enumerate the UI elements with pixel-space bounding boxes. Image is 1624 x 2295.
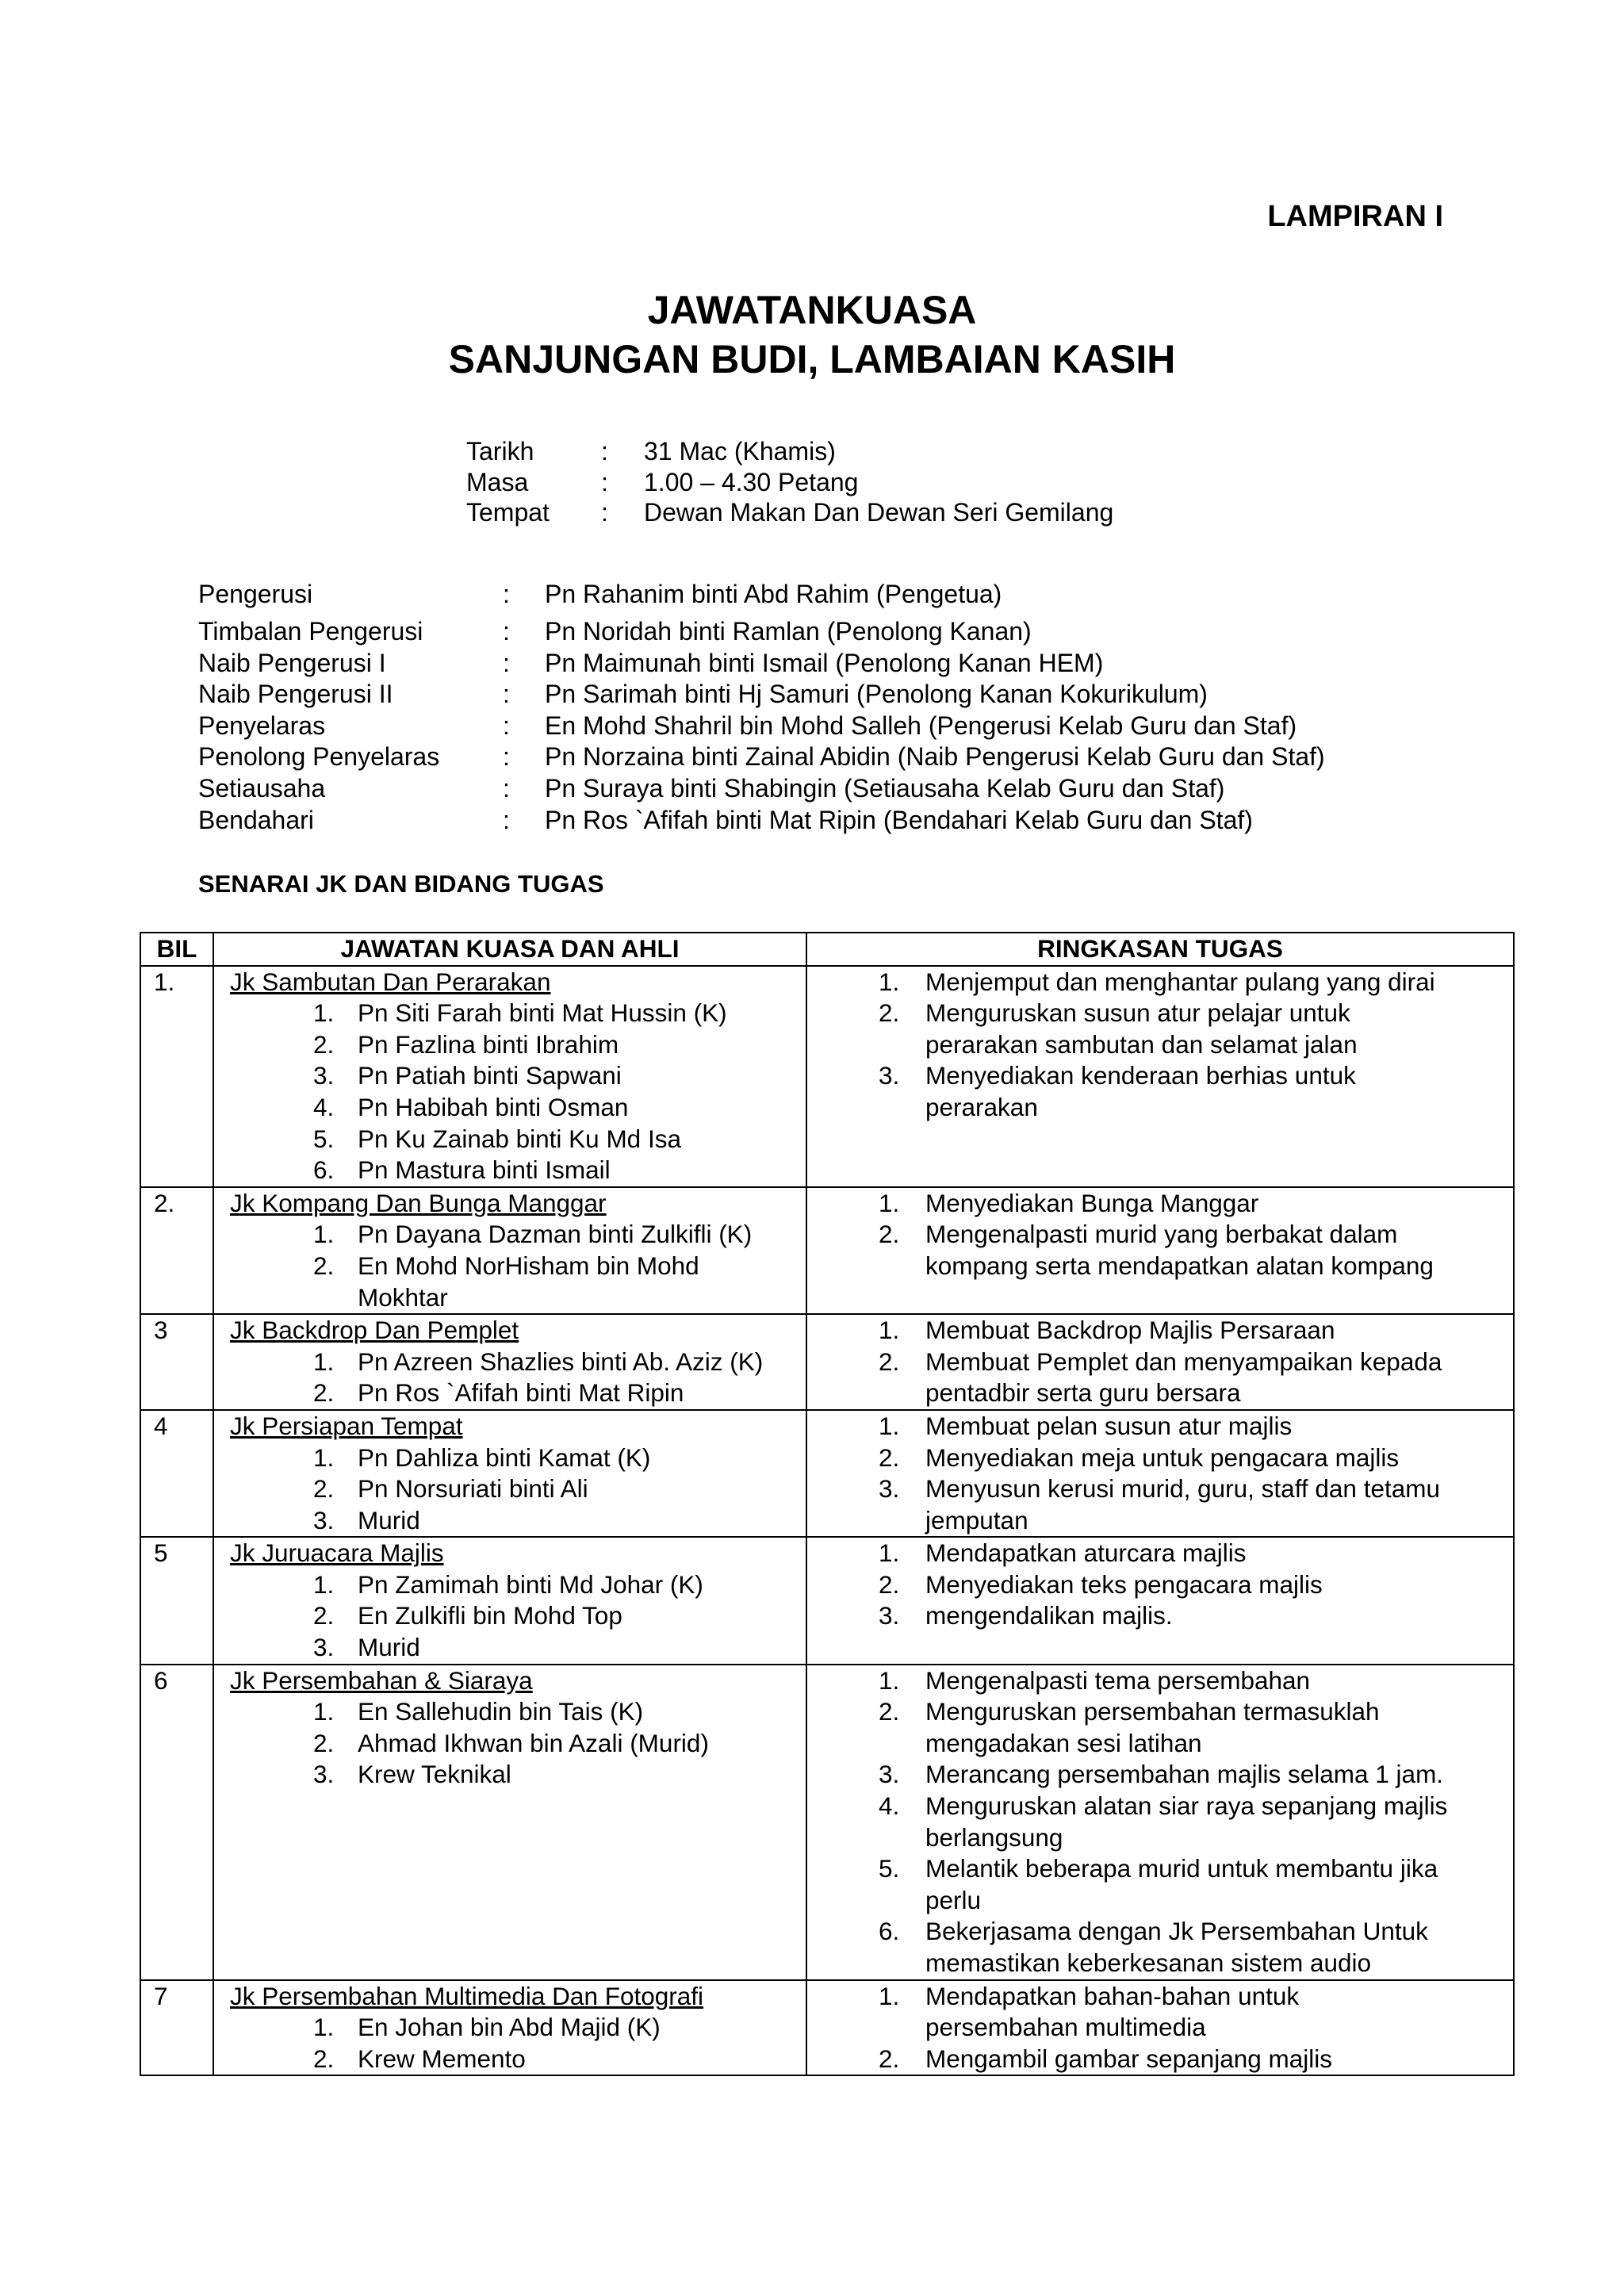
item-text-line: Ahmad Ikhwan bin Azali (Murid) [358,1728,709,1757]
item-number: 2. [313,1029,335,1059]
member-item [313,1569,806,1601]
item-number: 1. [879,1981,900,2010]
table-row [140,1980,1514,2076]
colon: : [601,437,608,466]
item-text-line: En Zulkifli bin Mohd Top [358,1601,622,1630]
item-number: 3. [313,1061,335,1090]
colon: : [503,617,510,646]
item-text-line: Melantik beberapa murid untuk membantu jika [925,1854,1438,1883]
member-item-list [214,998,806,1186]
item-text-line: Krew Teknikal [358,1760,511,1789]
item-text-line: Krew Memento [358,2044,526,2073]
event-info-value: 31 Mac (Khamis) [644,437,836,466]
item-text-line: jemputan [925,1505,1028,1534]
page-subtitle: SANJUNGAN BUDI, LAMBAIAN KASIH [448,337,1176,381]
task-item [879,1600,1513,1632]
item-number: 1. [313,1443,335,1472]
item-number: 1. [879,1538,900,1568]
task-item-list [807,1411,1513,1536]
member-item [313,2012,806,2044]
officer-name: Pn Noridah binti Ramlan (Penolong Kanan) [545,617,1032,646]
item-text-line: Bekerjasama dengan Jk Persembahan Untuk [925,1917,1428,1946]
member-item [313,1092,806,1124]
row-number: 5 [140,1537,213,1664]
item-text-line: Pn Patiah binti Sapwani [358,1061,622,1090]
item-text-line: Menguruskan susun atur pelajar untuk [925,998,1350,1028]
item-text-line: Membuat pelan susun atur majlis [925,1411,1293,1440]
committee-cell [213,1537,806,1664]
committee-name: Jk Persiapan Tempat [230,1411,463,1440]
colon: : [503,580,510,608]
item-text-line: Menyediakan meja untuk pengacara majlis [925,1443,1400,1472]
officer-name: Pn Ros `Afifah binti Mat Ripin (Bendahari Kelab Guru dan Staf) [545,805,1253,834]
item-number: 3. [313,1633,335,1662]
item-number: 3. [313,1760,335,1789]
item-number: 1. [313,1569,335,1599]
item-number: 3. [879,1061,900,1090]
item-number: 2. [879,1347,900,1376]
event-info-label: Masa [466,467,529,496]
item-text-line: Pn Siti Farah binti Mat Hussin (K) [358,998,727,1028]
committee-name: Jk Juruacara Majlis [230,1538,444,1568]
task-item-list [807,1665,1513,1979]
item-number: 1. [879,967,900,996]
item-number: 1. [313,2013,335,2042]
item-text-line: Merancang persembahan majlis selama 1 jam. [925,1760,1444,1789]
task-item-list [807,1981,1513,2075]
member-item [313,1473,806,1505]
item-text-line: Pn Azreen Shazlies binti Ab. Aziz (K) [358,1347,764,1376]
colon: : [503,742,510,772]
row-number: 3 [140,1314,213,1410]
task-item [879,1315,1513,1347]
officer-role: Naib Pengerusi I [198,648,386,677]
member-item [313,1443,806,1474]
item-text-line: kompang serta mendapatkan alatan kompang [925,1251,1434,1280]
item-number: 2. [313,1601,335,1630]
officer-name: Pn Suraya binti Shabingin (Setiausaha Kelab Guru dan Staf) [545,773,1225,803]
committee-cell [213,966,806,1187]
item-text-line: berlangsung [925,1822,1063,1852]
task-item [879,1188,1513,1220]
colon: : [503,805,510,834]
item-number: 5. [313,1124,335,1153]
item-text-line: perlu [925,1885,982,1914]
task-item [879,1665,1513,1697]
item-text-line: Pn Fazlina binti Ibrahim [358,1029,619,1059]
item-text-line: Mengambil gambar sepanjang majlis [925,2044,1333,2073]
item-number: 3. [879,1474,900,1504]
committee-cell [213,1980,806,2076]
task-item-list [807,967,1513,1124]
member-item-list [214,1219,806,1313]
item-text-line: Menyediakan kenderaan berhias untuk [925,1061,1356,1090]
task-item [879,1791,1513,1853]
colon: : [503,711,510,740]
item-text-line: Membuat Pemplet dan menyampaikan kepada [925,1347,1442,1376]
item-text-line: Pn Dahliza binti Kamat (K) [358,1443,651,1472]
item-number: 1. [313,1697,335,1726]
task-item [879,1916,1513,1979]
table-row [140,1537,1514,1664]
item-number: 2. [879,1697,900,1726]
member-item [313,1347,806,1378]
task-item [879,998,1513,1060]
item-text-line: En Mohd NorHisham bin Mohd [358,1251,699,1280]
member-item [313,1124,806,1155]
header-bil: BIL [140,933,213,966]
event-info-value: Dewan Makan Dan Dewan Seri Gemilang [644,498,1114,527]
item-number: 1. [313,1220,335,1249]
item-text-line: perarakan sambutan dan selamat jalan [925,1029,1358,1059]
page-title: JAWATANKUASA [647,288,977,332]
table-row [140,1314,1514,1410]
item-text-line: Menguruskan persembahan termasuklah [925,1697,1380,1726]
task-item [879,1853,1513,1916]
task-item [879,1473,1513,1536]
task-item-list [807,1538,1513,1632]
member-item [313,1759,806,1791]
colon: : [601,467,608,496]
task-item [879,1060,1513,1123]
item-number: 2. [879,1220,900,1249]
officer-role: Penyelaras [198,711,326,740]
member-item [313,1600,806,1632]
item-text-line: Mengenalpasti tema persembahan [925,1665,1311,1695]
member-item [313,1219,806,1251]
row-number: 6 [140,1665,213,1980]
event-info-label: Tempat [466,498,550,527]
officer-role: Pengerusi [198,580,313,608]
item-number: 2. [313,1728,335,1757]
officer-role: Naib Pengerusi II [198,680,393,709]
officer-role: Timbalan Pengerusi [198,617,423,646]
committee-table [140,932,1515,2076]
header-tasks: RINGKASAN TUGAS [806,933,1514,966]
member-item [313,1696,806,1728]
member-item [313,1155,806,1186]
item-text-line: Menyediakan Bunga Manggar [925,1188,1259,1217]
member-item-list [214,2012,806,2075]
task-item [879,1443,1513,1474]
officer-name: Pn Norzaina binti Zainal Abidin (Naib Pengerusi Kelab Guru dan Staf) [545,742,1325,772]
item-number: 1. [879,1411,900,1440]
item-text-line: Pn Dayana Dazman binti Zulkifli (K) [358,1220,753,1249]
item-text-line: Membuat Backdrop Majlis Persaraan [925,1316,1335,1345]
task-item [879,967,1513,998]
item-text-line: Pn Ku Zainab binti Ku Md Isa [358,1124,681,1153]
row-number: 4 [140,1410,213,1537]
item-text-line: Murid [358,1505,420,1534]
item-number: 5. [879,1854,900,1883]
member-item [313,1251,806,1313]
row-number: 1. [140,966,213,1187]
task-item [879,1696,1513,1759]
item-number: 1. [313,1347,335,1376]
member-item-list [214,1347,806,1409]
committee-name: Jk Backdrop Dan Pemplet [230,1316,519,1345]
item-number: 2. [313,2044,335,2073]
task-item-list [807,1315,1513,1409]
row-number: 7 [140,1980,213,2076]
table-header-row [140,933,1514,966]
task-item [879,2044,1513,2075]
item-text-line: memastikan keberkesanan sistem audio [925,1948,1372,1977]
officer-role: Bendahari [198,805,314,834]
annex-label: LAMPIRAN I [1267,200,1443,233]
officer-role: Setiausaha [198,773,326,803]
item-number: 2. [313,1474,335,1504]
table-row [140,1187,1514,1314]
item-number: 2. [879,1569,900,1599]
item-text-line: pentadbir serta guru bersara [925,1378,1241,1408]
committee-name: Jk Persembahan & Siaraya [230,1665,533,1695]
item-text-line: Pn Mastura binti Ismail [358,1155,611,1185]
tasks-cell [806,1314,1514,1410]
item-number: 4. [879,1791,900,1821]
tasks-cell [806,966,1514,1187]
committee-cell [213,1187,806,1314]
member-item [313,1505,806,1537]
item-number: 2. [879,1443,900,1472]
officer-name: En Mohd Shahril bin Mohd Salleh (Pengerusi Kelab Guru dan Staf) [545,711,1297,740]
task-item [879,1981,1513,2044]
item-text-line: Mendapatkan aturcara majlis [925,1538,1247,1568]
item-number: 2. [879,2044,900,2073]
task-item [879,1759,1513,1791]
officer-name: Pn Maimunah binti Ismail (Penolong Kanan HEM) [545,648,1104,677]
tasks-cell [806,1410,1514,1537]
committee-name: Jk Sambutan Dan Perarakan [230,967,551,996]
task-item [879,1538,1513,1569]
member-item [313,998,806,1029]
event-info-value: 1.00 – 4.30 Petang [644,467,859,496]
committee-name: Jk Persembahan Multimedia Dan Fotografi [230,1981,704,2010]
header-committee: JAWATAN KUASA DAN AHLI [213,933,806,966]
item-number: 3. [313,1505,335,1534]
committee-name: Jk Kompang Dan Bunga Manggar [230,1188,607,1217]
tasks-cell [806,1187,1514,1314]
task-item-list [807,1188,1513,1282]
officer-name: Pn Rahanim binti Abd Rahim (Pengetua) [545,580,1002,608]
table-row [140,1410,1514,1537]
colon: : [503,680,510,709]
item-text-line: Menjemput dan menghantar pulang yang dirai [925,967,1435,996]
colon: : [503,648,510,677]
committee-cell [213,1665,806,1980]
member-item-list [214,1569,806,1664]
table-body [140,966,1514,2076]
item-text-line: En Johan bin Abd Majid (K) [358,2013,661,2042]
member-item [313,1060,806,1092]
event-info-label: Tarikh [466,437,534,466]
item-number: 2. [313,1378,335,1408]
item-number: 3. [879,1760,900,1789]
item-text-line: mengendalikan majlis. [925,1601,1173,1630]
item-number: 4. [313,1092,335,1121]
item-text-line: Pn Ros `Afifah binti Mat Ripin [358,1378,684,1408]
tasks-cell [806,1665,1514,1980]
item-text-line: Pn Zamimah binti Md Johar (K) [358,1569,703,1599]
member-item [313,2044,806,2075]
section-heading: SENARAI JK DAN BIDANG TUGAS [198,870,604,898]
member-item-list [214,1696,806,1791]
tasks-cell [806,1980,1514,2076]
table-row [140,1665,1514,1980]
officer-role: Penolong Penyelaras [198,742,440,772]
tasks-cell [806,1537,1514,1664]
officer-name: Pn Sarimah binti Hj Samuri (Penolong Kanan Kokurikulum) [545,680,1208,709]
item-text-line: Menguruskan alatan siar raya sepanjang majlis [925,1791,1448,1821]
task-item [879,1411,1513,1443]
member-item [313,1029,806,1061]
committee-cell [213,1314,806,1410]
item-text-line: Menyusun kerusi murid, guru, staff dan tetamu [925,1474,1440,1504]
item-text-line: perarakan [925,1092,1038,1121]
item-text-line: mengadakan sesi latihan [925,1728,1202,1757]
item-text-line: Pn Habibah binti Osman [358,1092,629,1121]
item-number: 1. [879,1316,900,1345]
item-text-line: Mengenalpasti murid yang berbakat dalam [925,1220,1398,1249]
item-text-line: Murid [358,1633,420,1662]
member-item [313,1632,806,1664]
item-text-line: Menyediakan teks pengacara majlis [925,1569,1323,1599]
row-number: 2. [140,1187,213,1314]
item-text-line: Pn Norsuriati binti Ali [358,1474,588,1504]
task-item [879,1219,1513,1282]
item-text-line: Mokhtar [358,1282,448,1312]
item-text-line: persembahan multimedia [925,2013,1206,2042]
colon: : [601,498,608,527]
item-text-line: En Sallehudin bin Tais (K) [358,1697,644,1726]
table-row [140,966,1514,1187]
member-item [313,1377,806,1409]
item-number: 6. [313,1155,335,1185]
colon: : [503,773,510,803]
item-number: 1. [879,1188,900,1217]
item-number: 3. [879,1601,900,1630]
member-item [313,1728,806,1760]
item-number: 1. [313,998,335,1028]
member-item-list [214,1443,806,1537]
item-number: 2. [879,998,900,1028]
item-number: 6. [879,1917,900,1946]
item-number: 1. [879,1665,900,1695]
committee-cell [213,1410,806,1537]
task-item [879,1569,1513,1601]
item-number: 2. [313,1251,335,1280]
task-item [879,1347,1513,1409]
item-text-line: Mendapatkan bahan-bahan untuk [925,1981,1300,2010]
